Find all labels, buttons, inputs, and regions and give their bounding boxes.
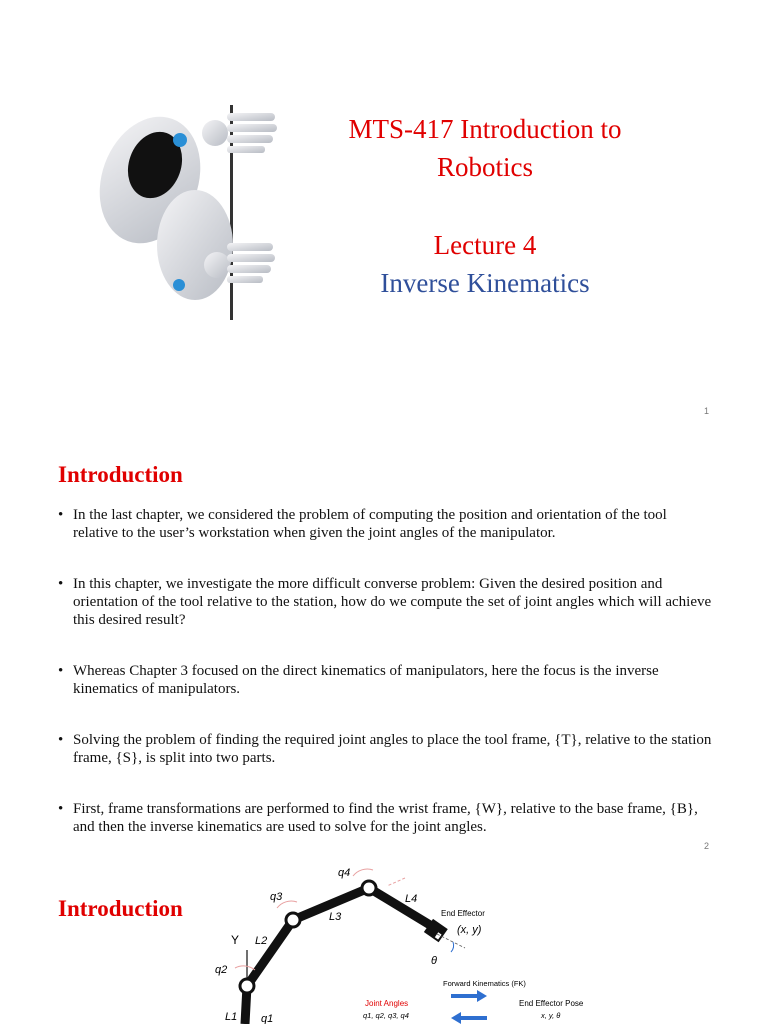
course-title-line-1: MTS-417 Introduction to xyxy=(348,114,622,144)
theta-label: θ xyxy=(431,955,437,967)
joint-2 xyxy=(240,979,254,993)
l4-label: L4 xyxy=(405,893,418,905)
joint-3 xyxy=(286,913,300,927)
lecture-number: Lecture 4 xyxy=(433,230,537,260)
l1-label: L1 xyxy=(225,1011,238,1023)
lecture-subtitle: Inverse Kinematics xyxy=(380,268,590,298)
title-block xyxy=(290,110,680,302)
q4-arc xyxy=(353,869,373,876)
bullet-list xyxy=(58,506,713,857)
l3-label: L3 xyxy=(329,911,342,923)
y-axis-label: Y xyxy=(231,933,240,947)
end-effector-label: End Effector xyxy=(441,909,485,918)
joint-4 xyxy=(362,881,376,895)
page-number: 1 xyxy=(704,406,710,416)
slide-heading: Introduction xyxy=(58,462,183,487)
bullet-item: • In the last chapter, we considered the problem of computing the position and orientation of the tool relative to the user’s workstation when given the joint angles of the manipulator. xyxy=(58,506,713,542)
fk-label: Forward Kinematics (FK) xyxy=(443,979,526,988)
ik-arrow xyxy=(451,1012,487,1024)
joint-values-label: q1, q2, q3, q4 xyxy=(363,1011,409,1020)
introduction-slide xyxy=(0,432,768,857)
slide-heading: Introduction xyxy=(58,896,183,921)
theta-arc xyxy=(451,942,454,952)
bullet-item: • First, frame transformations are performed to find the wrist frame, {W}, relative to the base frame, {B}, and then the inverse kinematics are used to solve for the joint angles. xyxy=(58,800,713,836)
bullet-item: • Whereas Chapter 3 focused on the direct kinematics of manipulators, here the focus is the inverse kinematics of manipulators. xyxy=(58,662,713,698)
end-effector-pose-label: End Effector Pose xyxy=(519,999,584,1008)
q3-label: q3 xyxy=(270,891,283,903)
bullet-item: • In this chapter, we investigate the more difficult converse problem: Given the desired position and orientation of the tool relative to the station, how do we compute the set of joint angles which will achieve this desired result? xyxy=(58,575,713,629)
q1-label: q1 xyxy=(261,1013,274,1024)
q2-label: q2 xyxy=(215,964,228,976)
introduction-diagram-slide xyxy=(0,858,768,1024)
pose-label: (x, y) xyxy=(457,924,482,936)
l2-label: L2 xyxy=(255,935,268,947)
title-slide xyxy=(0,0,768,430)
robot-arm-diagram xyxy=(215,858,615,1024)
robot-illustration xyxy=(95,105,285,320)
pose-values-label: x, y, θ xyxy=(541,1011,561,1020)
q2-arc xyxy=(235,966,255,970)
course-title-line-2: Robotics xyxy=(436,152,533,182)
bullet-item: • Solving the problem of finding the required joint angles to place the tool frame, {T}, relative to the station frame, {S}, is split into two parts. xyxy=(58,731,713,767)
q4-label: q4 xyxy=(338,867,351,879)
joint-angles-label: Joint Angles xyxy=(365,999,409,1008)
fk-arrow xyxy=(451,990,487,1002)
page-number: 2 xyxy=(704,841,710,851)
